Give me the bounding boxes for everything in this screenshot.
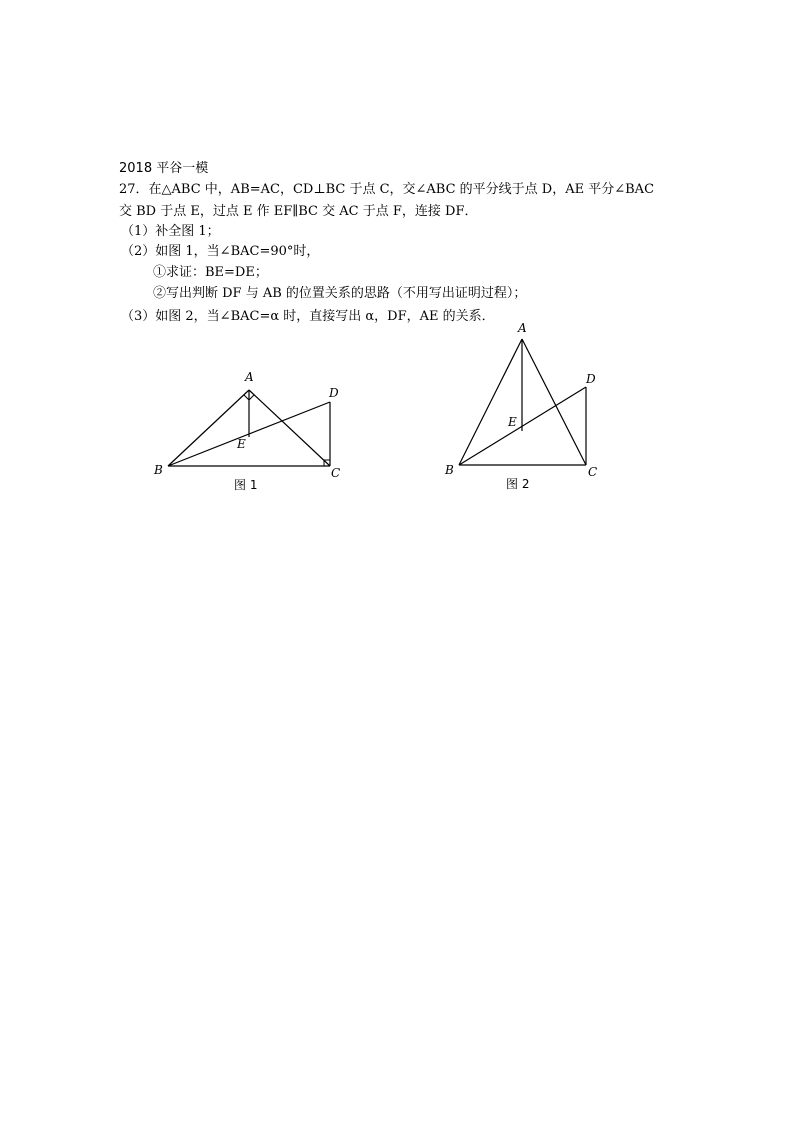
segment-ac: [522, 339, 586, 465]
label-b: B: [445, 463, 454, 477]
figure-1-diagram: [150, 365, 350, 500]
part-2: （2）如图 1，当∠BAC=90°时，: [121, 244, 320, 259]
figure-2-diagram: [440, 318, 640, 503]
segment-ab: [168, 390, 249, 466]
label-c: C: [331, 466, 341, 480]
label-d: D: [329, 386, 339, 400]
part-2-sub-1: ①求证：BE=DE；: [153, 265, 268, 280]
figure-2-caption: 图 2: [506, 477, 530, 491]
label-a: A: [518, 321, 527, 335]
part-3: （3）如图 2，当∠BAC=α 时，直接写出 α，DF，AE 的关系．: [121, 309, 495, 324]
figure-1-caption: 图 1: [234, 478, 258, 492]
label-e: E: [508, 415, 517, 429]
segment-ac: [249, 390, 330, 466]
part-1: （1）补全图 1；: [121, 224, 220, 239]
label-d: D: [586, 372, 596, 386]
part-2-sub-2: ②写出判断 DF 与 AB 的位置关系的思路（不用写出证明过程）；: [153, 286, 527, 301]
label-a: A: [245, 370, 254, 384]
label-b: B: [154, 463, 163, 477]
problem-statement-line-2: 交 BD 于点 E，过点 E 作 EF∥BC 交 AC 于点 F，连接 DF．: [119, 204, 478, 219]
label-e: E: [237, 437, 246, 451]
problem-statement-line-1: 27．在△ABC 中，AB=AC，CD⊥BC 于点 C，交∠ABC 的平分线于点 D，AE 平分∠BAC: [119, 182, 655, 197]
source-title: 2018 平谷一模: [119, 161, 209, 176]
label-c: C: [588, 465, 598, 479]
